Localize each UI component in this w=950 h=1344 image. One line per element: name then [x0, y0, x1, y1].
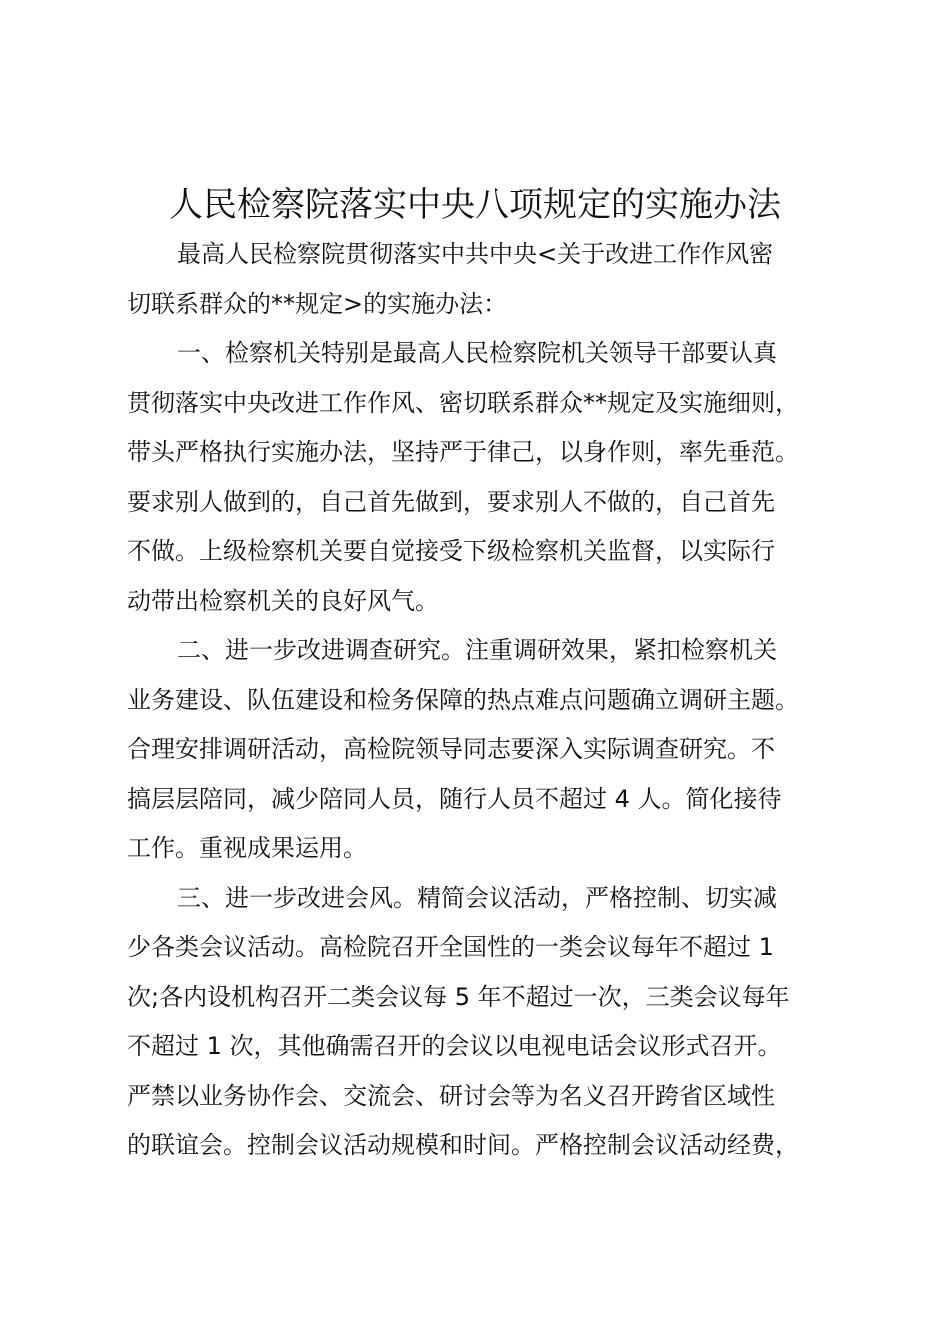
paragraph-line: 动带出检察机关的良好风气。	[127, 586, 439, 615]
paragraph-line: 三、进一步改进会风。精简会议活动，严格控制、切实减	[177, 883, 777, 912]
paragraph-line: 严禁以业务协作会、交流会、研讨会等为名义召开跨省区域性	[127, 1081, 775, 1110]
paragraph-line: 次;各内设机构召开二类会议每 5 年不超过一次，三类会议每年	[127, 982, 790, 1011]
document-title: 人民检察院落实中央八项规定的实施办法	[169, 185, 781, 225]
paragraph-line: 工作。重视成果运用。	[127, 834, 367, 862]
paragraph-line: 搞层层陪同，减少陪同人员，随行人员不超过 4 人。简化接待	[127, 784, 782, 813]
document-body	[127, 230, 847, 1171]
paragraph-line: 二、进一步改进调查研究。注重调研效果，紧扣检察机关	[177, 636, 777, 664]
paragraph-line: 贯彻落实中央改进工作作风、密切联系群众**规定及实施细则，	[127, 388, 799, 417]
paragraph-line: 一、检察机关特别是最高人民检察院机关领导干部要认真	[177, 339, 777, 367]
paragraph-line: 不超过 1 次，其他确需召开的会议以电视电话会议形式召开。	[127, 1032, 782, 1060]
paragraph-line: 要求别人做到的，自己首先做到，要求别人不做的，自己首先	[127, 487, 775, 516]
paragraph-line: 不做。上级检察机关要自觉接受下级检察机关监督，以实际行	[127, 537, 775, 565]
paragraph-line: 合理安排调研活动，高检院领导同志要深入实际调查研究。不	[127, 735, 775, 763]
paragraph-line: 少各类会议活动。高检院召开全国性的一类会议每年不超过 1	[127, 933, 774, 961]
paragraph-line: 带头严格执行实施办法，坚持严于律己，以身作则，率先垂范。	[127, 438, 799, 466]
paragraph-line: 的联谊会。控制会议活动规模和时间。严格控制会议活动经费，	[127, 1131, 799, 1159]
paragraph-line: 业务建设、队伍建设和检务保障的热点难点问题确立调研主题。	[127, 685, 799, 714]
paragraph-line: 切联系群众的**规定>的实施办法：	[127, 289, 508, 318]
paragraph-line: 最高人民检察院贯彻落实中共中央<关于改进工作作风密	[177, 240, 774, 268]
